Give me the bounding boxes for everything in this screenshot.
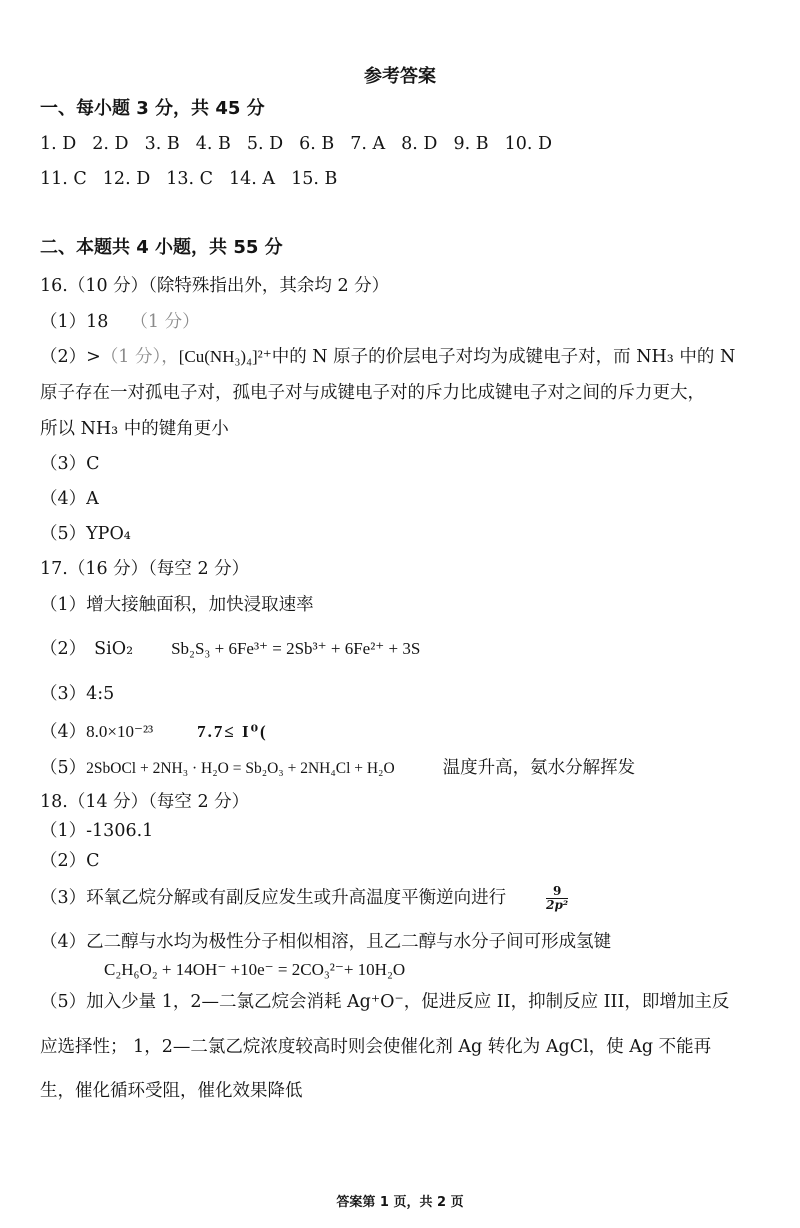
q17-answer-5 (40, 757, 635, 780)
q16-answer-5: （5）YPO₄ (40, 524, 131, 544)
q17-a5-label: （5） (40, 758, 87, 778)
answer-item: 12. D (102, 169, 151, 189)
q16-a2-complex: [Cu(NH₃)₄]²⁺ (178, 347, 272, 366)
q17-a2-equation: Sb₂S₃ + 6Fe³⁺ = 2Sb³⁺ + 6Fe²⁺ + 3S (171, 639, 421, 658)
q16-answer-1 (40, 311, 200, 333)
q17-answer-1: （1）增大接触面积，加快浸取速率 (40, 595, 314, 615)
answer-item: 11. C (40, 169, 87, 189)
q17-header: 17.（16 分）（每空 2 分） (40, 559, 250, 579)
q17-a5-text: 温度升高，氨水分解挥发 (442, 758, 636, 778)
q16-answer-2-line-2: 原子存在一对孤电子对，孤电子对与成键电子对的斥力比成键电子对之间的斥力更大， (40, 383, 705, 403)
section-2-header: 二、本题共 4 小题，共 55 分 (40, 237, 283, 258)
q18-a3-fraction (546, 885, 568, 912)
answer-item: 9. B (453, 134, 489, 154)
answer-item: 7. A (350, 134, 386, 154)
q17-a4-value-1: 8.0×10⁻²³ (86, 722, 154, 741)
q17-a4-label: （4） (40, 722, 87, 742)
answer-row-1 (40, 133, 552, 155)
q16-a2-prefix: （2）> (40, 347, 101, 367)
q18-a3-text: （3）环氧乙烷分解或有副反应发生或升高温度平衡逆向进行 (40, 888, 507, 908)
q18-answer-4: （4）乙二醇与水均为极性分子相似相溶，且乙二醇与水分子间可形成氢键 (40, 932, 612, 952)
fraction-numerator: 9 (546, 885, 568, 899)
page-footer: 答案第 1 页，共 2 页 (336, 1195, 464, 1210)
q17-a4-value-2: 7.7≤ I⁰( (197, 722, 268, 741)
q16-answer-2-line-3: 所以 NH₃ 中的键角更小 (40, 419, 229, 439)
answer-item: 8. D (401, 134, 438, 154)
q16-answer-2-line-1 (40, 346, 735, 368)
q18-answer-5-line-2: 应选择性； 1，2—二氯乙烷浓度较高时则会使催化剂 Ag 转化为 AgCl，使 Ag 不能再 (40, 1037, 712, 1057)
q18-answer-1: （1）-1306.1 (40, 821, 154, 841)
q17-a2-label: （2） (40, 639, 87, 659)
section-1-header: 一、每小题 3 分，共 45 分 (40, 98, 265, 119)
answer-item: 6. B (299, 134, 335, 154)
answer-item: 4. B (195, 134, 231, 154)
q16-a1-score: （1 分） (130, 312, 200, 332)
answer-row-2 (40, 168, 337, 190)
q17-a5-equation: 2SbOCl + 2NH₃ · H₂O = Sb₂O₃ + 2NH₄Cl + H₂O (86, 760, 395, 777)
q16-header: 16.（10 分）（除特殊指出外，其余均 2 分） (40, 276, 390, 296)
answer-item: 10. D (504, 134, 553, 154)
q18-answer-5-line-3: 生，催化循环受阻，催化效果降低 (40, 1081, 303, 1101)
q18-answer-2: （2）C (40, 851, 100, 871)
answer-item: 14. A (229, 169, 276, 189)
answer-item: 2. D (92, 134, 129, 154)
q16-a1-text: （1）18 (40, 312, 109, 332)
answer-item: 15. B (291, 169, 338, 189)
answer-item: 13. C (166, 169, 214, 189)
answer-item: 3. B (144, 134, 180, 154)
q16-a2-score: （1 分）， (100, 347, 179, 367)
q17-answer-4 (40, 721, 268, 743)
q18-answer-5-line-1: （5）加入少量 1，2—二氯乙烷会消耗 Ag⁺O⁻，促进反应 II，抑制反应 III，即增加主反 (40, 992, 730, 1012)
q18-answer-3 (40, 885, 568, 912)
q16-answer-3: （3）C (40, 454, 100, 474)
fraction-denominator: 2p² (546, 898, 569, 912)
q16-answer-4: （4）A (40, 489, 99, 509)
answer-item: 1. D (40, 134, 77, 154)
q18-answer-4-equation: C₂H₆O₂ + 14OH⁻ +10e⁻ = 2CO₃²⁻+ 10H₂O (104, 960, 406, 979)
page-title: 参考答案 (364, 66, 436, 87)
q18-header: 18.（14 分）（每空 2 分） (40, 792, 250, 812)
q17-answer-2 (40, 638, 420, 660)
q17-answer-3: （3）4:5 (40, 684, 115, 704)
q16-a2-text-1: 中的 N 原子的价层电子对均为成键电子对，而 NH₃ 中的 N (271, 347, 736, 367)
q17-a2-substance: SiO₂ (94, 639, 134, 659)
answer-item: 5. D (246, 134, 284, 154)
